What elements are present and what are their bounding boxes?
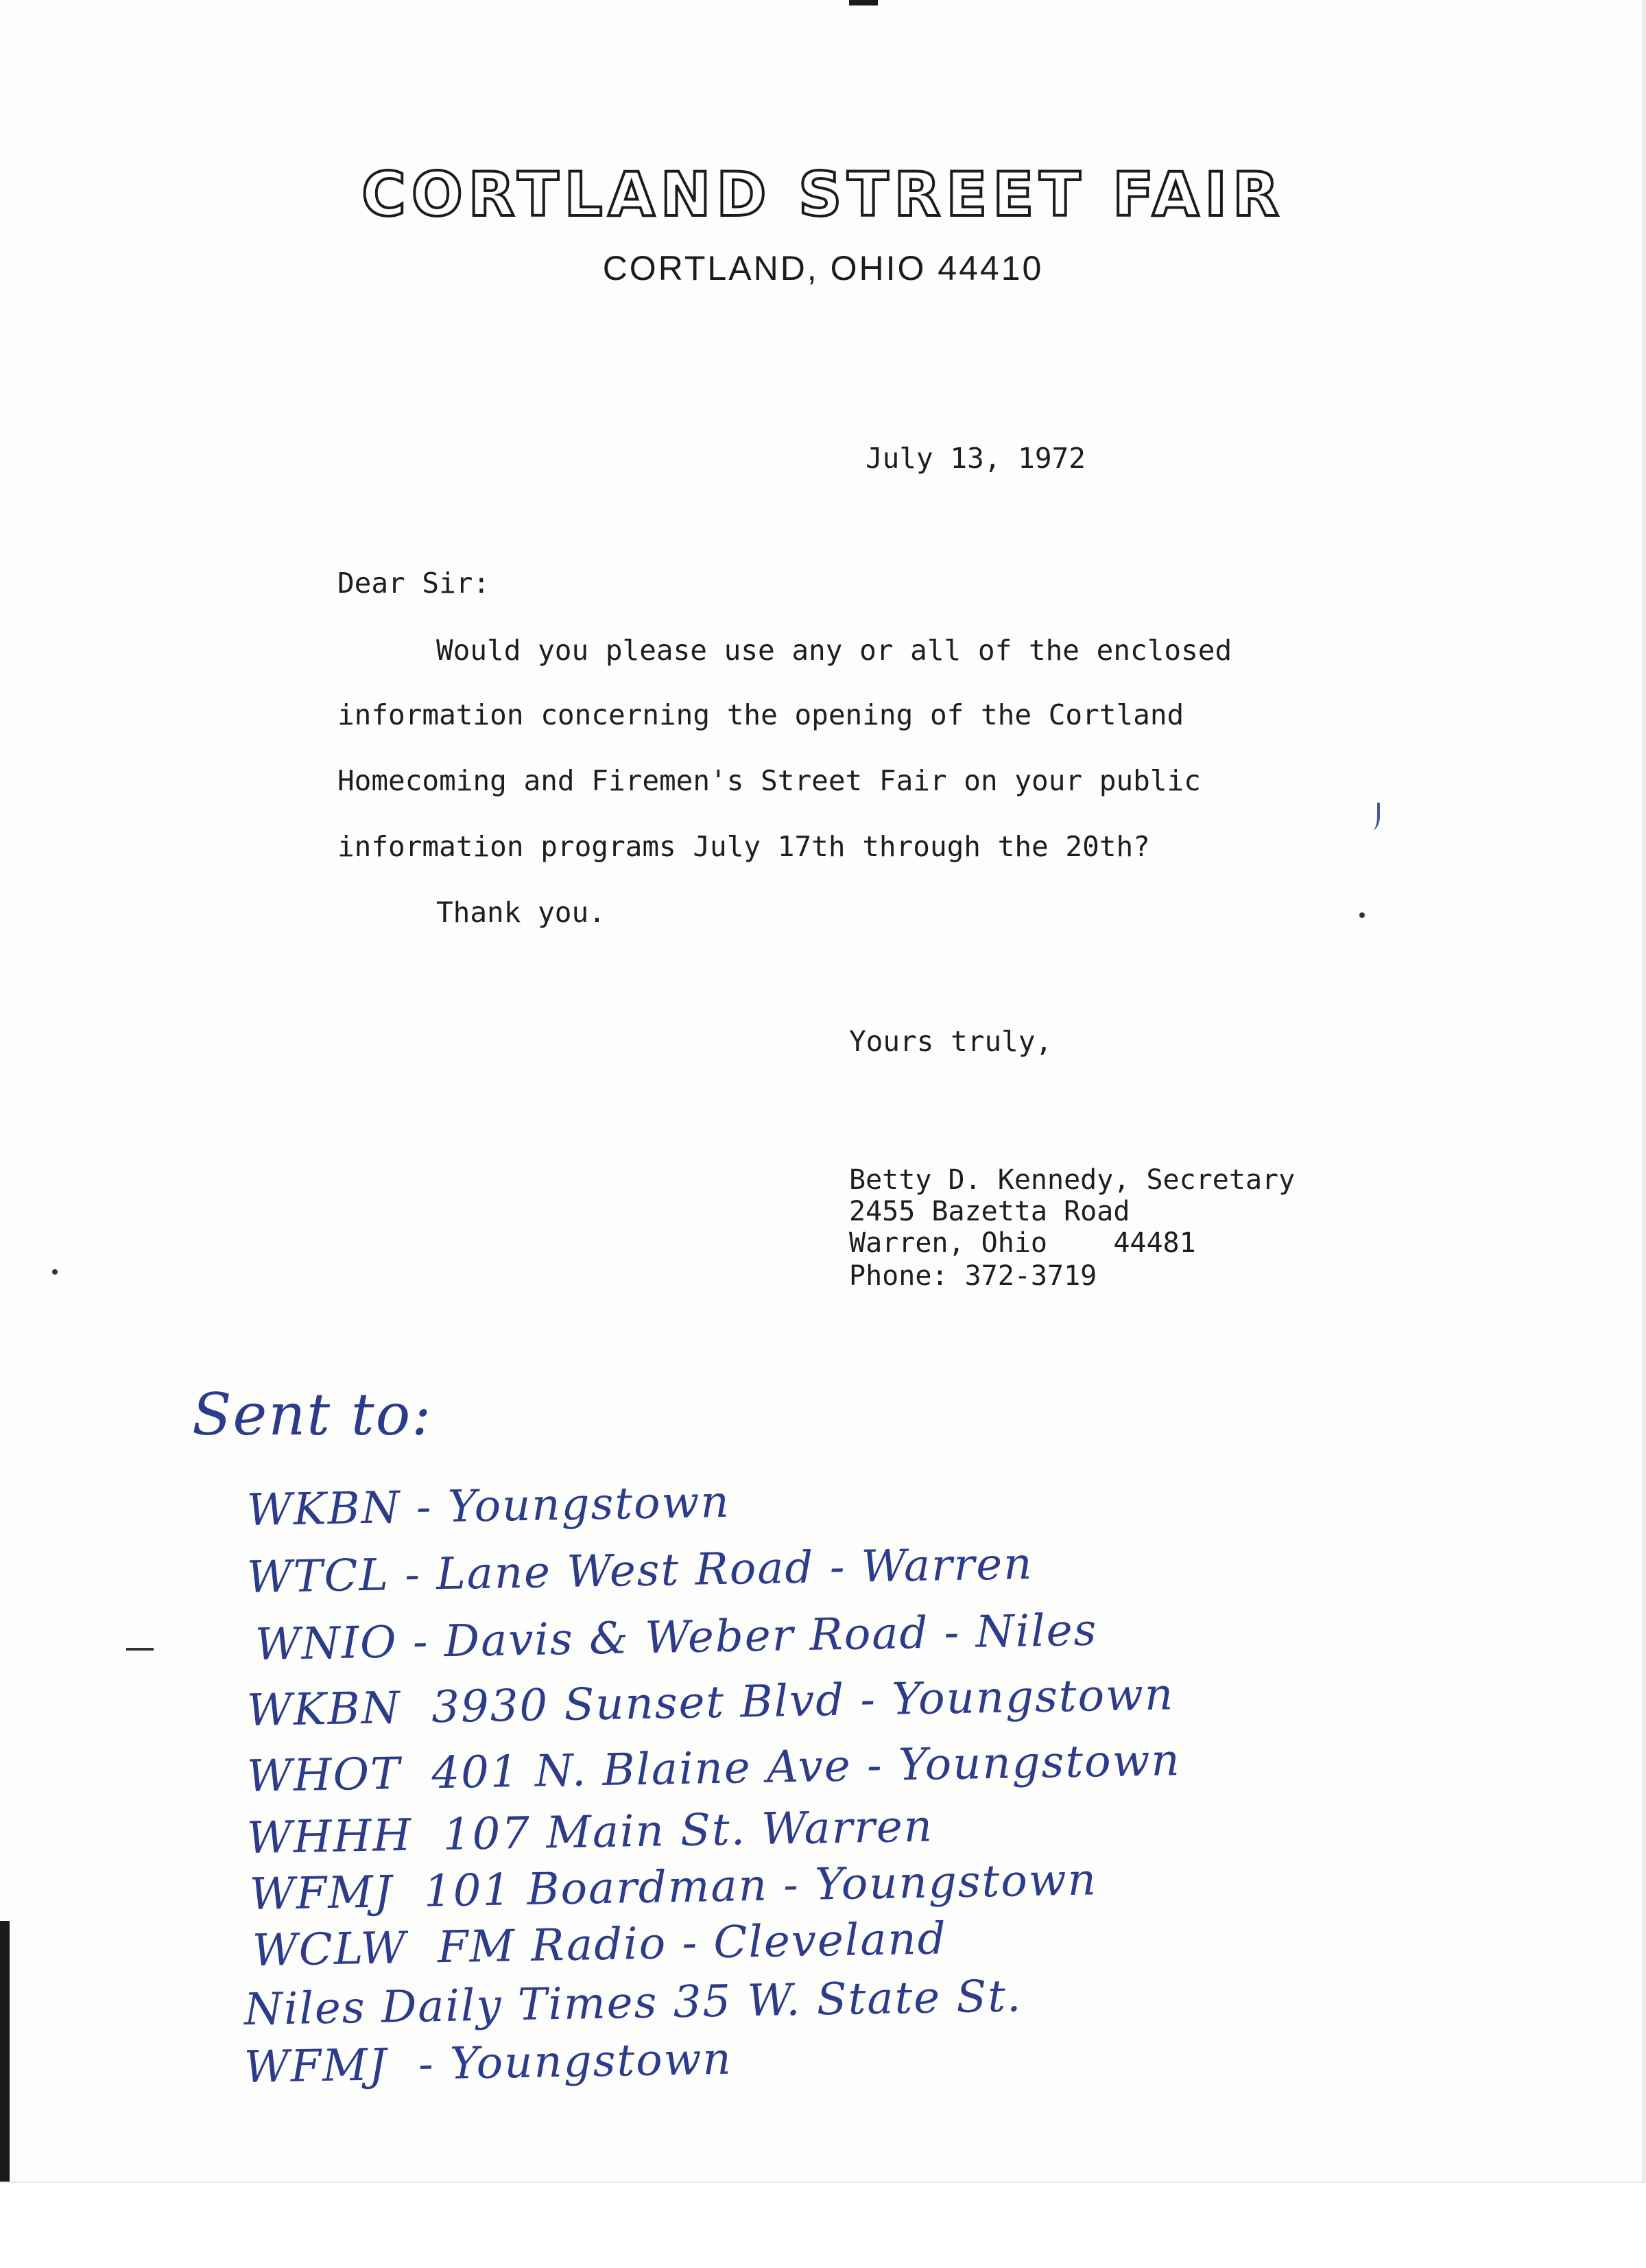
signature-name: Betty D. Kennedy, Secretary [849, 1164, 1296, 1196]
body-line: Homecoming and Firemen's Street Fair on your public [337, 764, 1201, 797]
handwritten-entry: WFMJ 101 Boardman - Youngstown [249, 1854, 1098, 1920]
thank-you-line: Thank you. [436, 896, 606, 929]
signature-city: Warren, Ohio 44481 [849, 1227, 1196, 1259]
scan-edge-mark [849, 0, 878, 5]
letterhead-organization: CORTLAND STREET FAIR [361, 159, 1285, 230]
handwritten-entry: WCLW FM Radio - Cleveland [252, 1913, 948, 1976]
handwritten-entry: Niles Daily Times 35 W. State St. [243, 1971, 1023, 2035]
stray-dash [126, 1648, 154, 1651]
stray-pen-mark [1365, 803, 1380, 830]
scan-margin [0, 2182, 1646, 2268]
body-line: information programs July 17th through the 20th? [337, 830, 1150, 863]
signature-street: 2455 Bazetta Road [849, 1196, 1130, 1227]
scan-edge-shadow [1642, 0, 1646, 2182]
handwritten-entry: WFMJ - Youngstown [243, 2033, 733, 2093]
signature-phone: Phone: 372-3719 [849, 1260, 1097, 1292]
stray-dot [1359, 912, 1365, 918]
handwritten-entry: WNIO - Davis & Weber Road - Niles [254, 1605, 1098, 1670]
body-line: information concerning the opening of the Cortland [337, 698, 1184, 731]
handwritten-entry: WHHH 107 Main St. Warren [246, 1801, 934, 1864]
salutation: Dear Sir: [337, 567, 490, 600]
handwritten-entry: WHOT 401 N. Blaine Ave - Youngstown [246, 1735, 1182, 1802]
handwritten-entry: WTCL - Lane West Road - Warren [246, 1538, 1034, 1603]
handwritten-entry: WKBN 3930 Sunset Blvd - Youngstown [246, 1669, 1175, 1736]
letterhead-address: CORTLAND, OHIO 44410 [602, 249, 1044, 287]
letter-date: July 13, 1972 [866, 442, 1086, 475]
stray-dot [52, 1269, 58, 1275]
body-line: Would you please use any or all of the enclosed [436, 634, 1232, 667]
closing: Yours truly, [849, 1025, 1053, 1058]
handwritten-heading: Sent to: [192, 1381, 433, 1448]
handwritten-entry: WKBN - Youngstown [246, 1476, 731, 1536]
